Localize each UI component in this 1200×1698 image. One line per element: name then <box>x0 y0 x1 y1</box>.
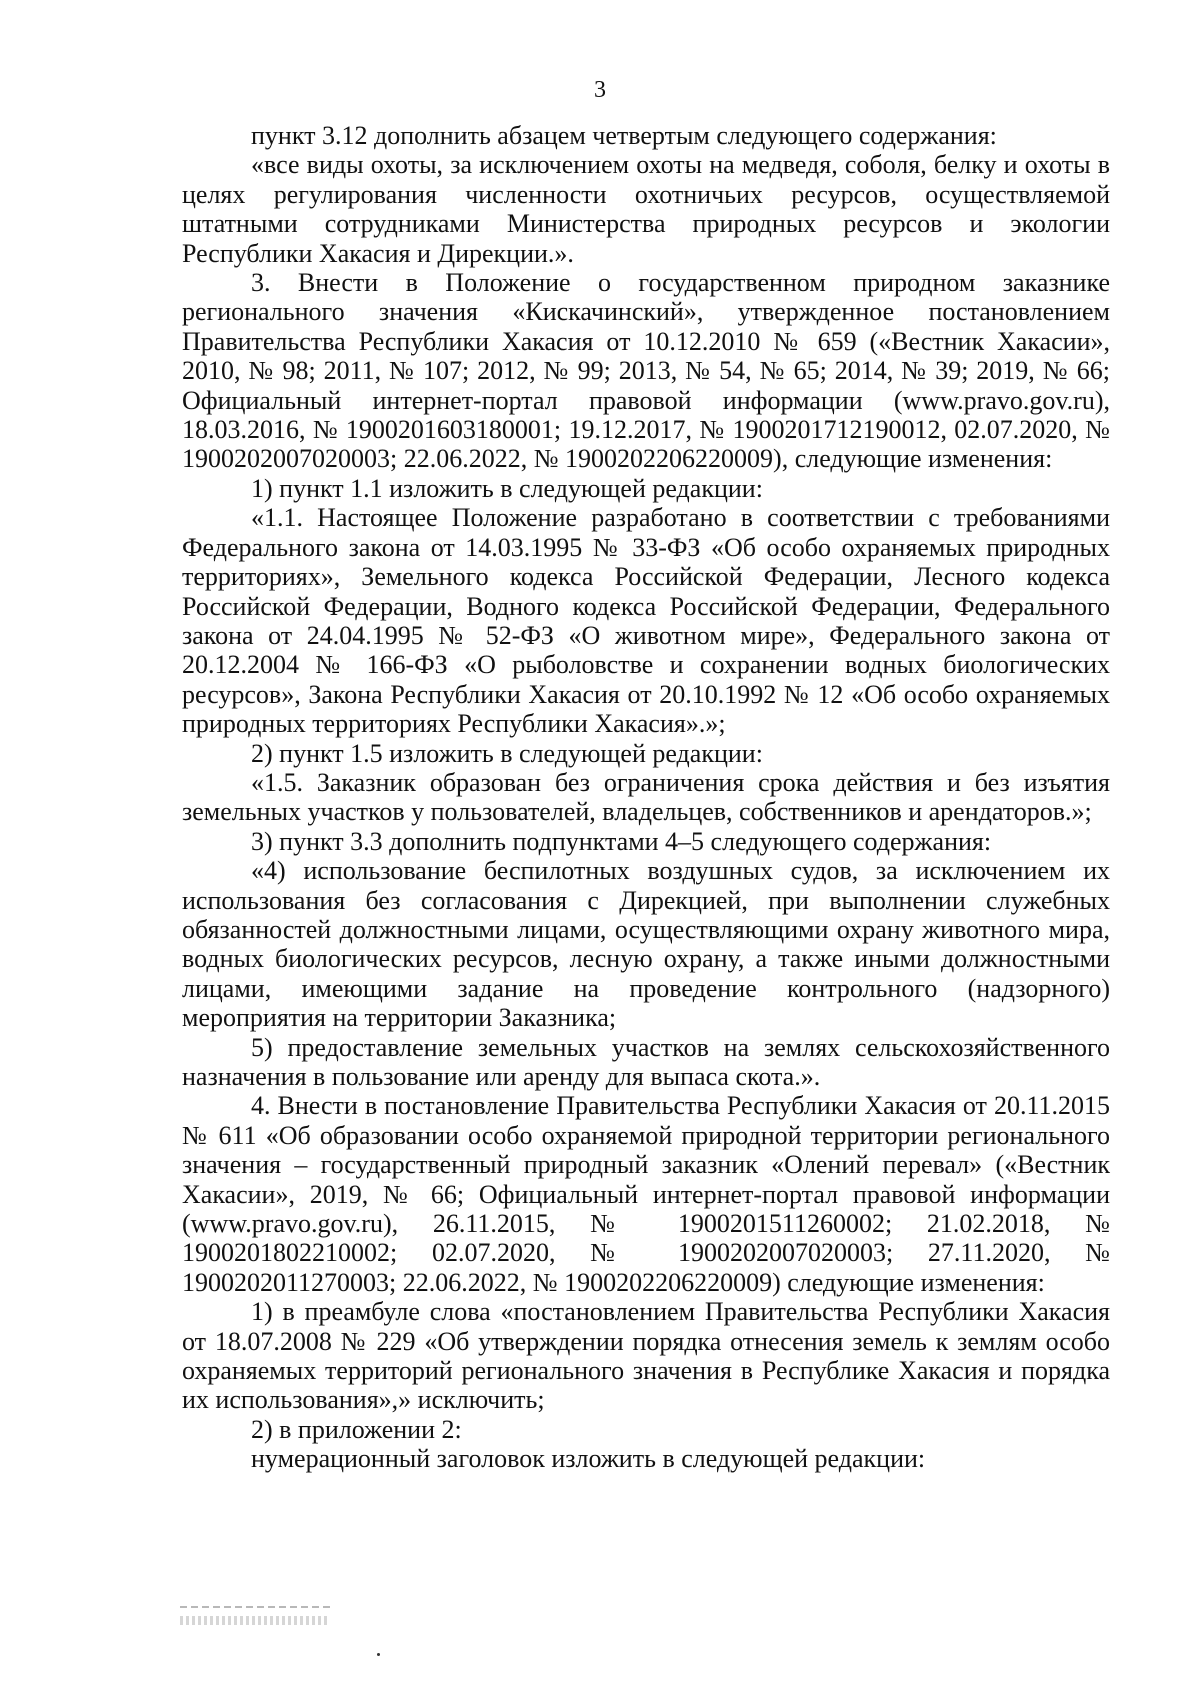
paragraph: «1.1. Настоящее Положение разработано в соответствии с требованиями Федерального закона от 14.03.1995 № 33-ФЗ «Об особо охраняемых природных территориях», Земельного кодекса Российской Федерации, Лесного кодекса Российской Федерации, Водного кодекса Российской Федерации, Федерального закона от 24.04.1995 № 52-ФЗ «О животном мире», Федерального закона от 20.12.2004 № 166-ФЗ «О рыболовстве и сохранении водных биологических ресурсов», Закона Республики Хакасия от 20.10.1992 № 12 «Об особо охраняемых природных территориях Республики Хакасия».»; <box>182 503 1110 739</box>
paragraph: 1) в преамбуле слова «постановлением Правительства Республики Хакасия от 18.07.2008 № 229 «Об утверждении порядка отнесения земель к землям особо охраняемых территорий регионального значения в Республике Хакасия и порядка их использования»,» исключить; <box>182 1297 1110 1415</box>
paragraph: пункт 3.12 дополнить абзацем четвертым следующего содержания: <box>251 121 997 150</box>
scan-artifact-dot <box>377 1653 380 1656</box>
paragraph: 2) пункт 1.5 изложить в следующей редакции: <box>251 738 763 768</box>
paragraph: 3) пункт 3.3 дополнить подпунктами 4–5 следующего содержания: <box>251 826 992 856</box>
paragraph: «все виды охоты, за исключением охоты на медведя, соболя, белку и охоты в целях регулирования численности охотничьих ресурсов, осуществляемой штатными сотрудниками Министерства природных ресурсов и экологии Республики Хакасия и Дирекции.». <box>182 150 1110 268</box>
paragraph: 4. Внести в постановление Правительства Республики Хакасия от 20.11.2015 № 611 «Об образовании особо охраняемой природной территории регионального значения – государственный природный заказник «Олений перевал» («Вестник Хакасии», 2019, № 66; Официальный интернет-портал правовой информации (www.pravo.gov.ru), 26.11.2015, № 1900201511260002; 21.02.2018, № 1900201802210002; 02.07.2020, № 1900202007020003; 27.11.2020, № 1900202011270003; 22.06.2022, № 1900202206220009) следующие изменения: <box>182 1091 1110 1297</box>
document-body <box>182 121 1110 1474</box>
page-number: 3 <box>594 77 606 103</box>
paragraph: 2) в приложении 2: <box>251 1414 462 1444</box>
paragraph: нумерационный заголовок изложить в следующей редакции: <box>251 1444 926 1474</box>
paragraph: 5) предоставление земельных участков на землях сельскохозяйственного назначения в пользование или аренду для выпаса скота.». <box>182 1032 1110 1091</box>
paragraph: 1) пункт 1.1 изложить в следующей редакции: <box>251 473 763 503</box>
scan-artifact-mark <box>180 1604 330 1630</box>
paragraph: «1.5. Заказник образован без ограничения срока действия и без изъятия земельных участков у пользователей, владельцев, собственников и арендаторов.»; <box>182 767 1110 827</box>
paragraph: 3. Внести в Положение о государственном природном заказнике регионального значения «Кискачинский», утвержденное постановлением Правительства Республики Хакасия от 10.12.2010 № 659 («Вестник Хакасии», 2010, № 98; 2011, № 107; 2012, № 99; 2013, № 54, № 65; 2014, № 39; 2019, № 66; Официальный интернет-портал правовой информации (www.pravo.gov.ru), 18.03.2016, № 1900201603180001; 19.12.2017, № 1900201712190012, 02.07.2020, № 1900202007020003; 22.06.2022, № 1900202206220009), следующие изменения: <box>182 268 1110 474</box>
paragraph: «4) использование беспилотных воздушных судов, за исключением их использования без согласования с Дирекцией, при выполнении служебных обязанностей должностными лицами, осуществляющими охрану животного мира, водных биологических ресурсов, лесную охрану, а также иными должностными лицами, имеющими задание на проведение контрольного (надзорного) мероприятия на территории Заказника; <box>182 856 1110 1033</box>
